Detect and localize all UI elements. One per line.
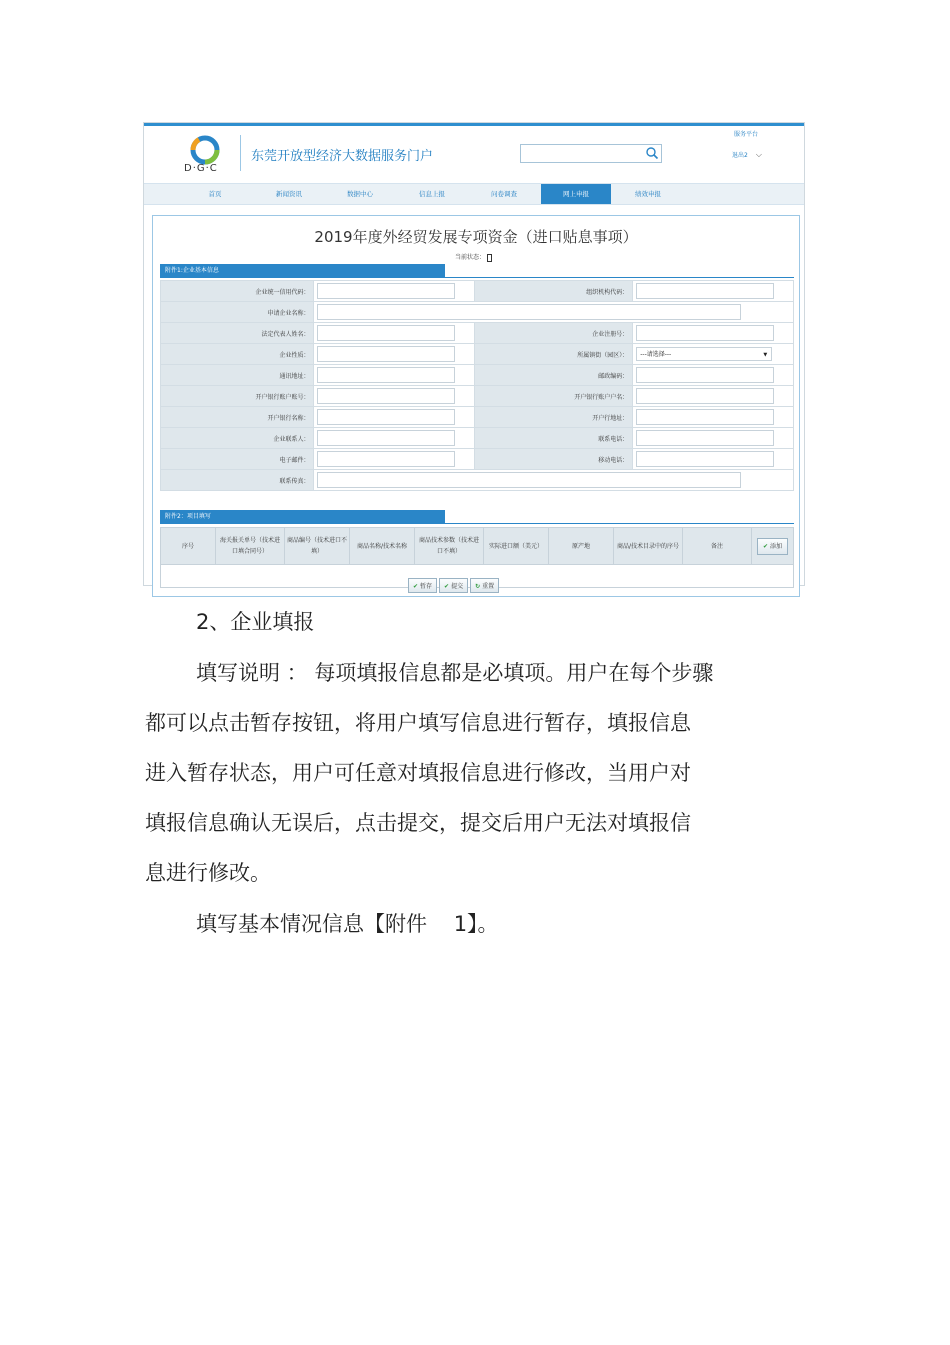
- dropdown-arrow-icon: ▼: [763, 352, 768, 358]
- col-header-remark: 备注: [683, 528, 752, 565]
- submit-button-label: 提交: [451, 583, 464, 590]
- label-district: 所属镇街（园区）：: [475, 344, 633, 365]
- portal-title: 东莞开放型经济大数据服务门户: [251, 149, 434, 164]
- form-panel: [152, 215, 800, 597]
- nav-item-info-report[interactable]: 信息上报: [419, 190, 445, 198]
- form-actions: [408, 573, 501, 593]
- header-divider: [240, 135, 241, 171]
- para-line-4: 填报信息确认无误后，点击提交，提交后用户无法对填报信: [145, 811, 691, 835]
- section-company-info: 附件1:企业基本信息: [160, 264, 445, 278]
- bank-address-input[interactable]: [636, 409, 774, 425]
- service-platform-link[interactable]: 服务平台: [734, 131, 759, 138]
- form-screenshot: [143, 122, 805, 590]
- user-menu-label: 退出2: [732, 152, 748, 159]
- label-company-type: 企业性质：: [161, 344, 314, 365]
- bank-account-input[interactable]: [317, 388, 455, 404]
- search-icon[interactable]: [645, 146, 659, 160]
- label-email: 电子邮件：: [161, 449, 314, 470]
- label-address: 通讯地址：: [161, 365, 314, 386]
- main-nav: [144, 183, 804, 205]
- label-fax: 联系传真：: [161, 470, 314, 491]
- submit-button[interactable]: [439, 578, 468, 593]
- mobile-input[interactable]: [636, 451, 774, 467]
- form-title: 2019年度外经贸发展专项资金（进口贴息事项）: [314, 228, 638, 246]
- nav-item-data-center[interactable]: 数据中心: [347, 190, 373, 198]
- nav-item-online-apply[interactable]: 网上申报: [541, 184, 611, 204]
- label-company-name: 申请企业名称：: [161, 302, 314, 323]
- logo-text: D·G·C: [184, 163, 218, 174]
- bank-name-input[interactable]: [317, 409, 455, 425]
- reset-button-label: 重置: [482, 583, 495, 590]
- save-button-label: 暂存: [420, 583, 433, 590]
- district-select-value: ---请选择---: [640, 351, 672, 358]
- credit-code-input[interactable]: [317, 283, 455, 299]
- col-header-catalog-no: 商品/技术目录中的序号: [614, 528, 683, 565]
- label-contact: 企业联系人：: [161, 428, 314, 449]
- col-header-tech-params: 商品技术参数（技术进口不填）: [415, 528, 484, 565]
- nav-item-home[interactable]: 首页: [208, 190, 222, 198]
- label-legal-rep: 法定代表人姓名：: [161, 323, 314, 344]
- reset-button[interactable]: [470, 578, 499, 593]
- col-header-customs-no: 海关报关单号（技术进口填合同号）: [216, 528, 285, 565]
- legal-rep-input[interactable]: [317, 325, 455, 341]
- org-code-input[interactable]: [636, 283, 774, 299]
- chevron-down-icon: ⌵: [755, 150, 762, 159]
- col-header-action: [752, 528, 794, 565]
- phone-input[interactable]: [636, 430, 774, 446]
- top-accent-line: [144, 123, 804, 126]
- contact-input[interactable]: [317, 430, 455, 446]
- add-button-label: 添加: [770, 542, 783, 550]
- save-button[interactable]: [408, 578, 437, 593]
- label-phone: 联系电话：: [475, 428, 633, 449]
- status-text: [455, 252, 492, 262]
- label-mobile: 移动电话：: [475, 449, 633, 470]
- section-heading: 2、企业填报: [196, 610, 315, 634]
- col-header-index: 序号: [161, 528, 216, 565]
- label-bank-account-name: 开户银行账户户名：: [475, 386, 633, 407]
- section-project: 附件2：项目填写: [160, 510, 445, 524]
- district-select[interactable]: [636, 347, 772, 361]
- postcode-input[interactable]: [636, 367, 774, 383]
- refresh-icon: ↻: [475, 583, 481, 590]
- user-menu[interactable]: [732, 150, 762, 160]
- company-info-table: [160, 280, 794, 491]
- reg-no-input[interactable]: [636, 325, 774, 341]
- add-button[interactable]: [757, 538, 788, 555]
- para-line-3: 进入暂存状态，用户可任意对填报信息进行修改，当用户对: [145, 761, 691, 785]
- label-postcode: 邮政编码：: [475, 365, 633, 386]
- label-bank-account: 开户银行账户账号：: [161, 386, 314, 407]
- section-line: [160, 277, 794, 278]
- col-header-goods-no: 商品编号（技术进口不填）: [285, 528, 350, 565]
- bank-account-name-input[interactable]: [636, 388, 774, 404]
- label-bank-address: 开户行地址：: [475, 407, 633, 428]
- label-bank-name: 开户银行名称：: [161, 407, 314, 428]
- para-line-5: 息进行修改。: [145, 861, 271, 885]
- search-input[interactable]: [520, 144, 662, 163]
- nav-item-performance[interactable]: 绩效申报: [635, 190, 661, 198]
- status-label: 当前状态：: [455, 254, 486, 261]
- label-credit-code: 企业统一信用代码：: [161, 281, 314, 302]
- status-value-box: [487, 254, 492, 262]
- nav-item-news[interactable]: 新闻资讯: [276, 190, 302, 198]
- check-icon: ✔: [444, 583, 450, 590]
- col-header-import-amount: 实际进口额（美元）: [484, 528, 549, 565]
- para-line-1: 填写说明 ： 每项填报信息都是必填项。用户在每个步骤: [196, 661, 714, 685]
- check-icon: ✔: [762, 542, 768, 550]
- label-reg-no: 企业注册号：: [475, 323, 633, 344]
- label-org-code: 组织机构代码：: [475, 281, 633, 302]
- address-input[interactable]: [317, 367, 455, 383]
- instruction-line: 填写基本情况信息【附件 1】。: [196, 912, 499, 936]
- col-header-goods-name: 商品名称/技术名称: [350, 528, 415, 565]
- company-name-input[interactable]: [317, 304, 741, 320]
- company-type-input[interactable]: [317, 346, 455, 362]
- para-line-2: 都可以点击暂存按钮，将用户填写信息进行暂存，填报信息: [145, 711, 691, 735]
- email-input[interactable]: [317, 451, 455, 467]
- fax-input[interactable]: [317, 472, 741, 488]
- section-line: [160, 523, 794, 524]
- nav-item-survey[interactable]: 问卷调查: [491, 190, 517, 198]
- check-icon: ✔: [413, 583, 419, 590]
- col-header-origin: 原产地: [549, 528, 614, 565]
